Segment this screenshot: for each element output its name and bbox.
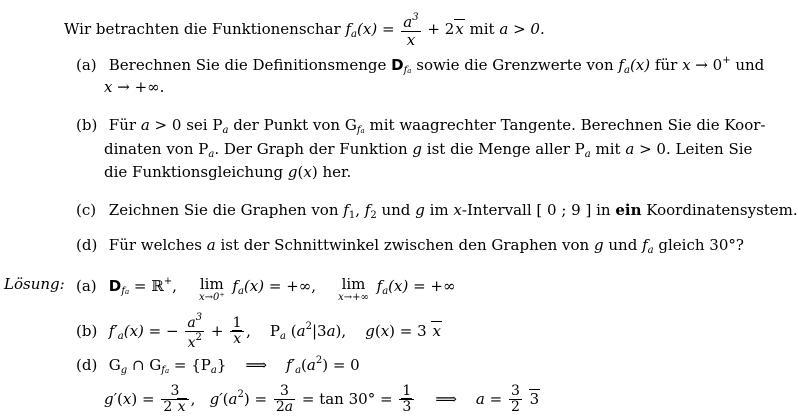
task-b-line3: die Funktionsgleichung g(x) her. [104,163,352,181]
task-a-line2: x → +∞. [104,78,165,96]
intro-line: Wir betrachten die Funktionenschar $f_a(x)$ = $\frac{a^3}{x}$ + 2x mit a > 0. [64,12,545,49]
solution-title: Lösung: [4,275,65,293]
task-b-line1: (b) Für a > 0 sei $P_a$ der Punkt von $G_{fa}$ mit waagrechter Tangente. Berechnen Sie die Koor- [76,116,766,136]
task-b-line2: dinaten von $P_a$. Der Graph der Funktion g ist die Menge aller $P_a$ mit a > 0. Leiten Sie [104,140,753,160]
task-d-line: (d) Für welches a ist der Schnittwinkel zwischen den Graphen von g und $f_a$ gleich 30°? [76,236,744,256]
solution-d-line2: g′(x) = $\frac{3}{2 x}$ , $g'(a^2)$ = $\frac{3}{2a}$ = tan 30° = $\frac{1}{3}$ ⟹ a = $\frac{3}{2}$ 3 [104,383,540,416]
task-a-line1: (a) Berechnen Sie die Definitionsmenge $D_{fa}$ sowie die Grenzwerte von $f_a(x)$ für x → 0+ und [76,55,765,76]
fraction-a3-over-x: $\frac{a^3}{x}$ [403,12,419,49]
solution-a: (a) $D_{fa}$ = ℝ+, lim x→0⁺ $f_a(x)$ = +∞, lim x→+∞ $f_a(x)$ = +∞ [76,275,456,303]
solution-d-line1: (d) $G_g$ ∩ $G_{fa} = \{P_a\}$ ⟹ $f'_a(a^2) = 0$ [76,355,360,376]
solution-b: (b) $f'_a(x)$ = − $\frac{a^3}{x^2}$ + $\frac{1}{x}$ , $P_a$ $(a^2|3a)$, g(x) = 3 x [76,312,441,352]
task-c-line: (c) Zeichnen Sie die Graphen von $f_1$, $f_2$ und g im x-Intervall [ 0 ; 9 ] in ein Koordinatensystem. [76,201,798,221]
